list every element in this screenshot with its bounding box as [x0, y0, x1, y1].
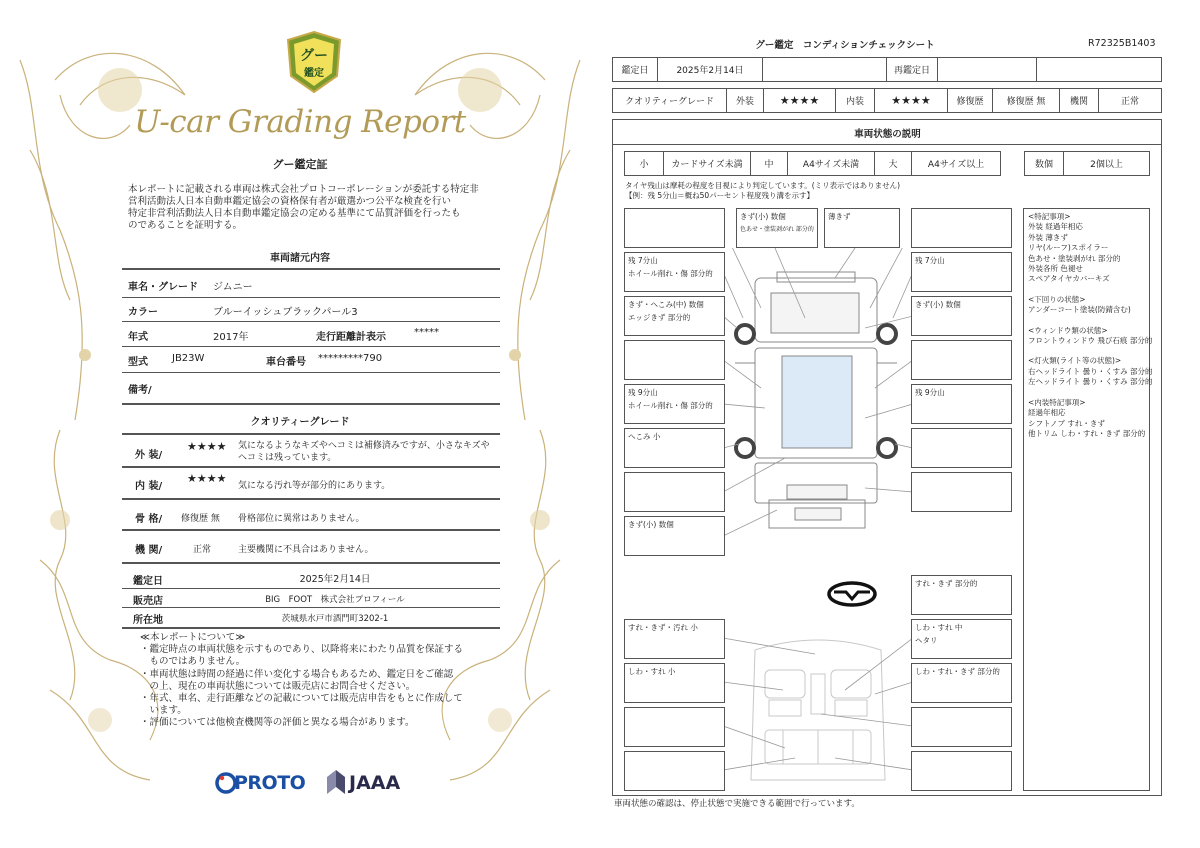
ext-stars-cell: ★★★★ [763, 88, 836, 113]
car-name-label: 車名・グレード [128, 282, 198, 293]
certificate-title: グー鑑定証 [272, 158, 328, 171]
spec-title: 車両諸元内容 [270, 253, 330, 264]
size-large-label: 大 [874, 151, 912, 176]
car-exterior-diagram [725, 248, 911, 546]
tire-note-2: 【例：残 5分山＝概ね50パーセント程度残り溝を示す】 [625, 191, 815, 200]
callout-int-left-3 [624, 707, 725, 747]
repair-label-cell: 修復歴 [947, 88, 993, 113]
callout-int-right-4 [911, 751, 1012, 791]
date-blank-cell [762, 57, 887, 82]
callout-int-right-1: しわ・すれ 中 ヘタリ [911, 619, 1012, 659]
mileage-value: ***** [414, 327, 439, 338]
callout-right-3: きず(小) 数個 [911, 296, 1012, 336]
engine-label-cell: 機関 [1059, 88, 1099, 113]
callout-int-left-4 [624, 751, 725, 791]
color-label: カラー [128, 307, 158, 318]
size-large-desc: A4サイズ以上 [911, 151, 1001, 176]
quality-title: クオリティーグレード [250, 417, 350, 428]
exterior-stars: ★★★★ [187, 440, 227, 453]
sheet-footer: 車両状態の確認は、停止状態で実施できる範囲で行っています。 [614, 799, 860, 809]
engine-text: 主要機関に不具合はありません。 [238, 545, 374, 555]
grade-label-cell: クオリティーグレード [612, 88, 727, 113]
remarks-label: 備考/ [128, 385, 152, 396]
model-label: 型式 [128, 357, 148, 368]
int-stars-cell: ★★★★ [874, 88, 948, 113]
size-mid-desc: A4サイズ未満 [787, 151, 875, 176]
engine-label: 機 関/ [135, 545, 163, 556]
vin-value: *********790 [318, 353, 383, 364]
sheet-code: R72325B1403 [1088, 38, 1156, 49]
steering-wheel-icon [826, 580, 878, 608]
date-label-cell: 鑑定日 [612, 57, 658, 82]
callout-top-1: きず(小) 数個 色あせ・塗装剥がれ 部分的 [736, 208, 818, 248]
color-value: ブルーイッシュブラックパール3 [213, 307, 358, 318]
callout-left-5: 残 9分山 ホイール削れ・傷 部分的 [624, 384, 725, 424]
int-label-cell: 内装 [835, 88, 875, 113]
svg-text:グー: グー [300, 48, 328, 64]
about-report: ≪本レポートについて≫ ・鑑定時点の車両状態を示すものであり、以降将来にわたり品質を保証する ものではありません。 ・車両状態は時間の経過に伴い変化する場合もあるため、鑑定日をご確認 の上、現在の車両状態については販売店にお問合せください。 ・年式、車名、走行距離などの記載については販売店申告をもとに作成して います。 ・評価については他検査機関等の評価と異なる場合があります。 [140, 632, 464, 729]
date-value-cell: 2025年2月14日 [657, 57, 763, 82]
callout-int-left-2: しわ・すれ 小 [624, 663, 725, 703]
svg-text:鑑定: 鑑定 [304, 68, 324, 79]
tire-note-1: タイヤ残山は摩耗の程度を目視により判定しています。(ミリ表示ではありません) [625, 181, 901, 190]
frame-text: 骨格部位に異常はありません。 [238, 514, 365, 524]
appraisal-date-label: 鑑定日 [133, 576, 163, 587]
callout-left-2: 残 7分山 ホイール削れ・傷 部分的 [624, 252, 725, 292]
car-interior-diagram [725, 630, 911, 790]
special-notes: <特記事項> 外装 経過年相応 外装 薄きず リヤ(ルーフ)スポイラー 色あせ・塗装剥がれ 部分的 外装各所 色褪せ スペアタイヤカバーキズ <下回りの状態> アンダーコート塗装(防錆含む) <ウィンドウ類の状態> フロントウィンドウ 飛び石痕 部分的 <灯火類(ライト等の状態)> 右ヘッドライト 曇り・くすみ 部分的 左ヘッドライト 曇り・くすみ 部分的 <内装特記事項> 経過年相応 シフトノブ すれ・きず 他トリム しわ・すれ・きず 部分的 [1023, 208, 1150, 791]
section-title: 車両状態の説明 [854, 129, 921, 140]
callout-left-3: きず・へこみ(中) 数個 エッジきず 部分的 [624, 296, 725, 336]
mileage-label: 走行距離計表示 [316, 332, 386, 343]
size-small-desc: カードサイズ未満 [663, 151, 751, 176]
exterior-text: 気になるようなキズやヘコミは補修済みですが、小さなキズや ヘコミは残っています。 [238, 441, 490, 463]
callout-int-right-2: しわ・すれ・きず 部分的 [911, 663, 1012, 703]
car-name-value: ジムニー [213, 282, 253, 293]
interior-label: 内 装/ [135, 481, 163, 492]
callout-int-right-3 [911, 707, 1012, 747]
callout-int-left-1: すれ・きず・汚れ 小 [624, 619, 725, 659]
callout-left-6: へこみ 小 [624, 428, 725, 468]
redate-label-cell: 再鑑定日 [886, 57, 938, 82]
appraisal-date-value: 2025年2月14日 [299, 574, 371, 585]
address-label: 所在地 [133, 615, 163, 626]
callout-right-6 [911, 428, 1012, 468]
interior-text: 気になる汚れ等が部分的にあります。 [238, 481, 391, 491]
address-value: 茨城県水戸市酒門町3202-1 [281, 614, 389, 624]
jaaa-logo: JAAA [349, 772, 401, 794]
callout-right-2: 残 7分山 [911, 252, 1012, 292]
condition-check-sheet [600, 0, 1200, 848]
redate-value-cell [937, 57, 1037, 82]
script-title: U-car Grading Report [134, 104, 466, 140]
callout-right-1 [911, 208, 1012, 248]
callout-right-7 [911, 472, 1012, 512]
goo-kantei-badge [285, 30, 343, 94]
callout-top-2: 薄きず [824, 208, 900, 248]
size-small-label: 小 [624, 151, 664, 176]
interior-stars: ★★★★ [187, 472, 227, 485]
callout-left-4 [624, 340, 725, 380]
callout-steering: すれ・きず 部分的 [911, 575, 1012, 615]
callout-right-5: 残 9分山 [911, 384, 1012, 424]
shop-label: 販売店 [133, 596, 163, 607]
count-label-cell: 数個 [1024, 151, 1064, 176]
engine-value-cell: 正常 [1098, 88, 1162, 113]
sheet-title: グー鑑定 コンディションチェックシート [755, 40, 935, 51]
jaaa-logo-icon [326, 769, 346, 795]
callout-right-4 [911, 340, 1012, 380]
count-value-cell: 2個以上 [1063, 151, 1150, 176]
frame-value: 修復歴 無 [181, 514, 220, 524]
callout-left-7 [624, 472, 725, 512]
ext-label-cell: 外装 [726, 88, 764, 113]
proto-logo: PROTO [234, 772, 306, 794]
model-value: JB23W [172, 353, 205, 364]
callout-left-1 [624, 208, 725, 248]
frame-label: 骨 格/ [135, 514, 163, 525]
year-label: 年式 [128, 332, 148, 343]
certificate-body: 本レポートに記載される車両は株式会社プロトコーポレーションが委託する特定非 営利活動法人日本自動車鑑定協会の資格保有者が厳選かつ公平な検査を行い 特定非営利活動法人日本自動車鑑定協会の定める基準にて品質評価を行ったも のであることを証明する。 [128, 184, 479, 231]
exterior-label: 外 装/ [135, 450, 163, 461]
redate-blank-cell [1036, 57, 1162, 82]
engine-value: 正常 [193, 545, 212, 555]
size-mid-label: 中 [750, 151, 788, 176]
year-value: 2017年 [213, 332, 249, 343]
shop-value: BIG FOOT 株式会社プロフィール [265, 595, 405, 605]
repair-value-cell: 修復歴 無 [992, 88, 1060, 113]
callout-left-8: きず(小) 数個 [624, 516, 725, 556]
vin-label: 車台番号 [266, 357, 306, 368]
